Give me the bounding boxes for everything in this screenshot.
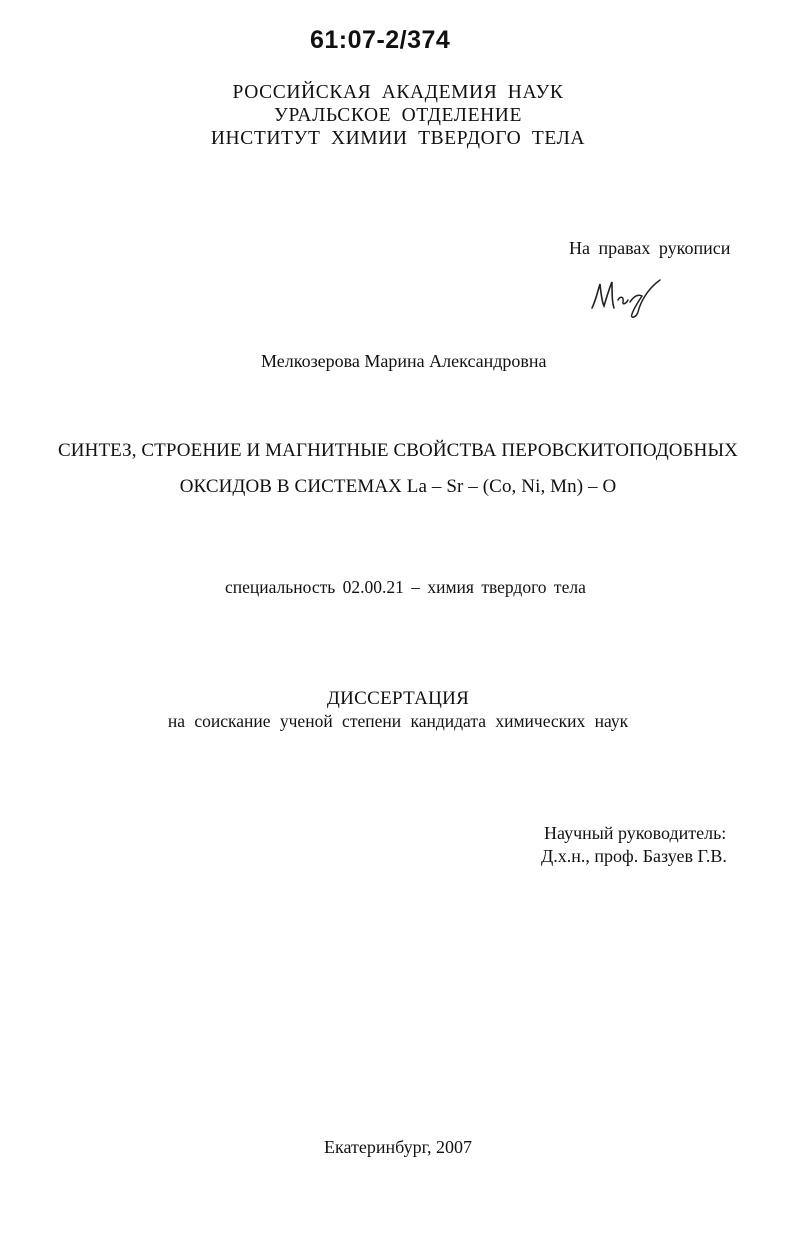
organization-academy: РОССИЙСКАЯ АКАДЕМИЯ НАУК bbox=[232, 82, 564, 103]
dissertation-title-line-2: ОКСИДОВ В СИСТЕМАХ La – Sr – (Co, Ni, Mn) – O bbox=[179, 476, 617, 497]
specialty: специальность 02.00.21 – химия твердого тела bbox=[225, 577, 586, 597]
dissertation-subtitle: на соискание ученой степени кандидата химических наук bbox=[167, 711, 629, 731]
dissertation-heading: ДИССЕРТАЦИЯ bbox=[326, 688, 470, 709]
author-name: Мелкозерова Марина Александровна bbox=[261, 351, 547, 371]
organization-branch: УРАЛЬСКОЕ ОТДЕЛЕНИЕ bbox=[274, 105, 522, 126]
manuscript-rights-note: На правах рукописи bbox=[569, 238, 731, 258]
advisor-name: Д.х.н., проф. Базуев Г.В. bbox=[541, 846, 727, 866]
catalog-number: 61:07-2/374 bbox=[310, 26, 451, 54]
dissertation-title-line-1: СИНТЕЗ, СТРОЕНИЕ И МАГНИТНЫЕ СВОЙСТВА ПЕРОВСКИТОПОДОБНЫХ bbox=[58, 440, 738, 461]
organization-institute: ИНСТИТУТ ХИМИИ ТВЕРДОГО ТЕЛА bbox=[210, 128, 586, 149]
city-year: Екатеринбург, 2007 bbox=[324, 1137, 472, 1157]
signature-icon bbox=[588, 272, 668, 320]
advisor-label: Научный руководитель: bbox=[544, 823, 727, 843]
